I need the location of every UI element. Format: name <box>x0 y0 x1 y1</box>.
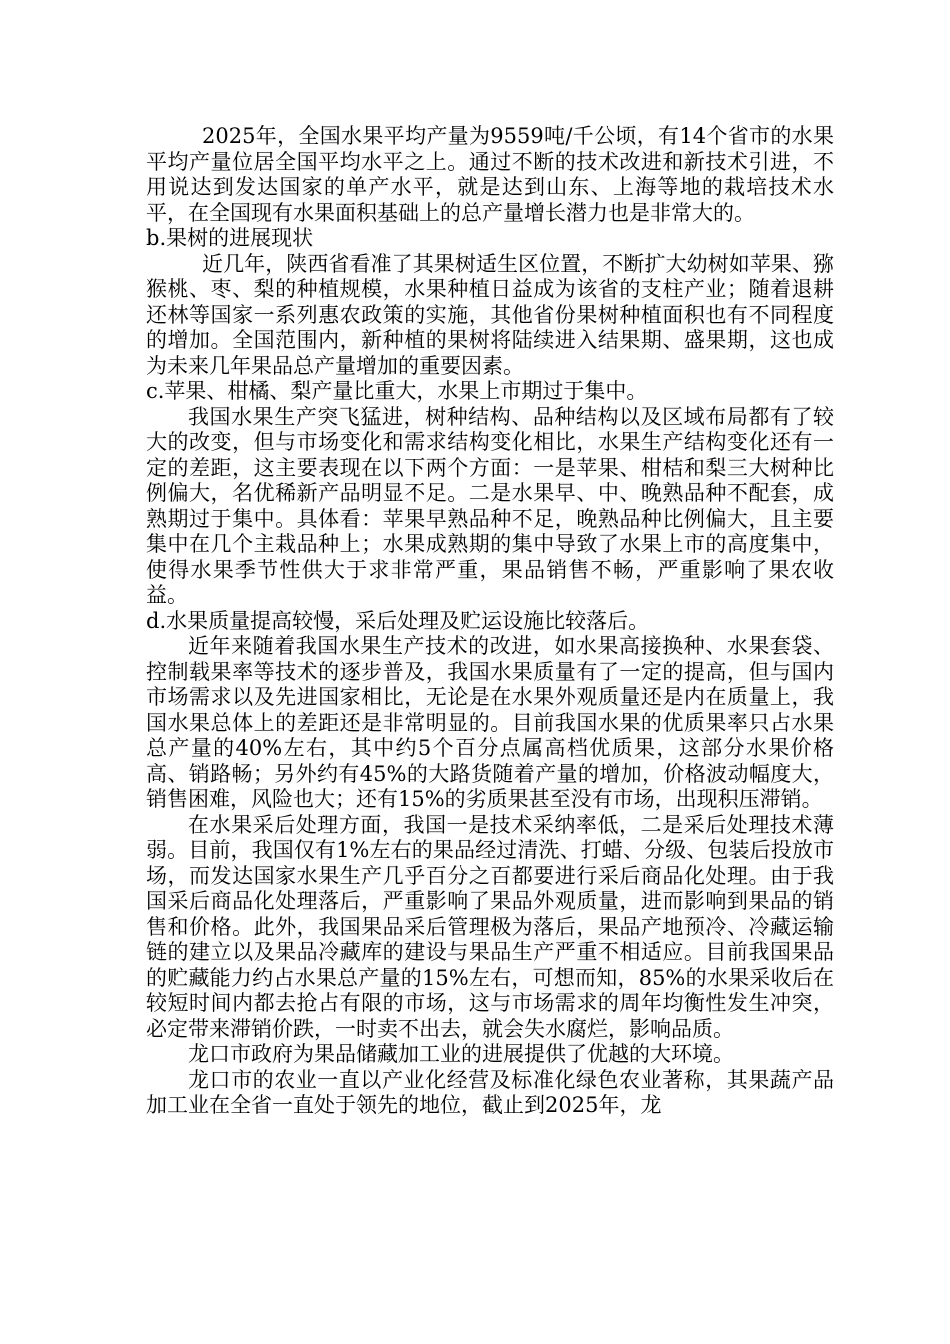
heading-d-fruit-quality: d.水果质量提高较慢，采后处理及贮运设施比较落后。 <box>146 608 650 633</box>
paragraph-longkou-government: 龙口市政府为果品储藏加工业的进展提供了优越的大环境。 <box>188 1042 734 1066</box>
paragraph-quality-improvement: 近年来随着我国水果生产技术的改进，如水果高接换种、水果套袋、控制载果率等技术的逐步普及，我国水果质量有了一定的提高，但与国内市场需求以及先进国家相比，无论是在水果外观质量还是内在质量上，我国水果总体上的差距还是非常明显的。目前我国水果的优质果率只占水果总产量的40%左右，其中约5个百分点属高档优质果，这部分水果价格高、销路畅；另外约有45%的大路货随着产量的增加，价格波动幅度大，销售困难，风险也大；还有15%的劣质果甚至没有市场，出现积压滞销。 <box>146 634 834 811</box>
paragraph-fruit-yield: 2025年，全国水果平均产量为9559吨/千公顷，有14个省市的水果平均产量位居全国平均水平之上。通过不断的技术改进和新技术引进，不用说达到发达国家的单产水平，就是达到山东、上海等地的栽培技术水平，在全国现有水果面积基础上的总产量增长潜力也是非常大的。 <box>146 124 834 225</box>
heading-c-apple-citrus-pear: c.苹果、柑橘、梨产量比重大，水果上市期过于集中。 <box>146 379 648 403</box>
paragraph-postharvest-processing: 在水果采后处理方面，我国一是技术采纳率低，二是采后处理技术薄弱。目前，我国仅有1%左右的果品经过清洗、打蜡、分级、包装后投放市场，而发达国家水果生产几乎百分之百都要进行采后商品化处理。由于我国采后商品化处理落后，严重影响了果品外观质量，进而影响到果品的销售和价格。此外，我国果品采后管理极为落后，果品产地预冷、冷藏运输链的建立以及果品冷藏库的建设与果品生产严重不相适应。目前我国果品的贮藏能力约占水果总产量的15%左右，可想而知，85%的水果采收后在较短时间内都去抢占有限的市场，这与市场需求的周年均衡性发生冲突，必定带来滞销价跌，一时卖不出去，就会失水腐烂，影响品质。 <box>146 812 834 1041</box>
paragraph-production-structure: 我国水果生产突飞猛进，树种结构、品种结构以及区域布局都有了较大的改变，但与市场变化和需求结构变化相比，水果生产结构变化还有一定的差距，这主要表现在以下两个方面：一是苹果、柑桔和梨三大树种比例偏大，名优稀新产品明显不足。二是水果早、中、晚熟品种不配套，成熟期过于集中。具体看：苹果早熟品种不足，晚熟品种比例偏大，且主要集中在几个主栽品种上；水果成熟期的集中导致了水果上市的高度集中，使得水果季节性供大于求非常严重，果品销售不畅，严重影响了果农收益。 <box>146 404 834 607</box>
document-body <box>146 124 834 1119</box>
heading-b-fruit-tree-status: b.果树的进展现状 <box>146 226 314 250</box>
paragraph-longkou-agriculture: 龙口市的农业一直以产业化经营及标准化绿色农业著称，其果蔬产品加工业在全省一直处于领先的地位，截止到2025年，龙 <box>146 1067 834 1117</box>
paragraph-shaanxi-planting: 近几年，陕西省看准了其果树适生区位置，不断扩大幼树如苹果、猕猴桃、枣、梨的种植规模，水果种植日益成为该省的支柱产业；随着退耕还林等国家一系列惠农政策的实施，其他省份果树种植面积也有不同程度的增加。全国范围内，新种植的果树将陆续进入结果期、盛果期，这也成为未来几年果品总产量增加的重要因素。 <box>146 251 834 378</box>
